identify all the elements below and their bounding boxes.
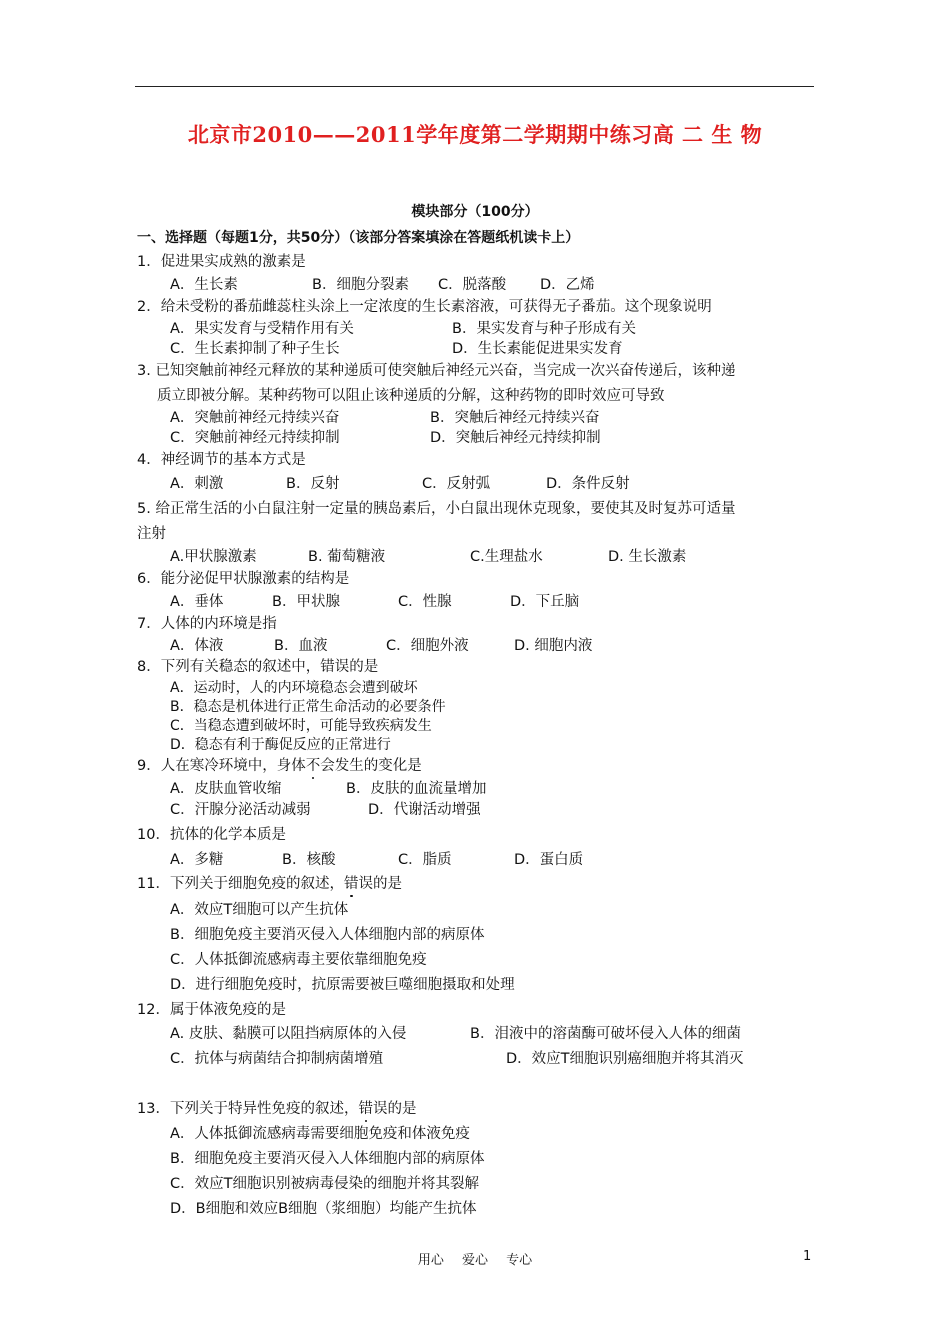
option-d: D. 细胞内液 bbox=[514, 638, 593, 654]
stem-text-end: 误的是 bbox=[358, 876, 402, 892]
header-rule bbox=[135, 86, 814, 87]
option-b: B．反射 bbox=[286, 476, 340, 492]
question-10-stem: 10．抗体的化学本质是 bbox=[137, 827, 286, 843]
option-b: B. 葡萄糖液 bbox=[308, 549, 386, 565]
option-a: A．皮肤血管收缩 bbox=[170, 781, 282, 797]
option-c: C.生理盐水 bbox=[470, 549, 543, 565]
option-d: D．进行细胞免疫时，抗原需要被巨噬细胞摄取和处理 bbox=[170, 977, 515, 993]
stem-text: 13．下列关于特异性免疫的叙述， bbox=[137, 1101, 359, 1117]
question-13-stem bbox=[137, 1097, 416, 1118]
option-a: A．垂体 bbox=[170, 594, 224, 610]
emphasis-mark: 错 bbox=[358, 1101, 373, 1117]
part-heading: 一、选择题（每题1分，共50分）（该部分答案填涂在答题纸机读卡上） bbox=[137, 230, 580, 246]
option-c: C．当稳态遭到破坏时，可能导致疾病发生 bbox=[170, 718, 432, 734]
option-c: C．汗腺分泌活动减弱 bbox=[170, 802, 311, 818]
question-5-stem-cont: 注射 bbox=[137, 526, 166, 542]
option-a: A．运动时，人的内环境稳态会遭到破坏 bbox=[170, 680, 418, 696]
option-d: D．生长素能促进果实发育 bbox=[452, 341, 623, 357]
option-b: B．稳态是机体进行正常生命活动的必要条件 bbox=[170, 699, 446, 715]
question-6-stem: 6．能分泌促甲状腺激素的结构是 bbox=[137, 571, 350, 587]
option-a: A．刺激 bbox=[170, 476, 224, 492]
emphasis-mark: 不 bbox=[305, 758, 321, 774]
option-a: A．效应T细胞可以产生抗体 bbox=[170, 902, 349, 918]
option-a: A. 皮肤、黏膜可以阻挡病原体的入侵 bbox=[170, 1026, 407, 1042]
option-b: B．血液 bbox=[274, 638, 328, 654]
option-d: D．突触后神经元持续抑制 bbox=[430, 430, 601, 446]
option-b: B．皮肤的血流量增加 bbox=[346, 781, 487, 797]
stem-text: 11．下列关于细胞免疫的叙述， bbox=[137, 876, 344, 892]
stem-text-end: 误的是 bbox=[372, 1101, 417, 1117]
page-title: 北京市2010——2011学年度第二学期期中练习高 二 生 物 bbox=[187, 122, 763, 147]
option-a: A．多糖 bbox=[170, 852, 224, 868]
question-1-stem: 1．促进果实成熟的激素是 bbox=[137, 254, 306, 270]
option-a: A．体液 bbox=[170, 638, 224, 654]
option-b: B．突触后神经元持续兴奋 bbox=[430, 410, 600, 426]
option-b: B．细胞分裂素 bbox=[312, 277, 409, 293]
option-d: D．乙烯 bbox=[540, 277, 595, 293]
option-a: A．果实发育与受精作用有关 bbox=[170, 321, 354, 337]
option-b: B．泪液中的溶菌酶可破坏侵入人体的细菌 bbox=[470, 1026, 741, 1042]
option-d: D．效应T细胞识别癌细胞并将其消灭 bbox=[506, 1051, 744, 1067]
option-d: D．条件反射 bbox=[546, 476, 630, 492]
option-b: B．甲状腺 bbox=[272, 594, 340, 610]
question-8-stem: 8．下列有关稳态的叙述中，错误的是 bbox=[137, 659, 379, 675]
option-c: C．效应T细胞识别被病毒侵染的细胞并将其裂解 bbox=[170, 1176, 479, 1192]
option-a: A.甲状腺激素 bbox=[170, 549, 257, 565]
option-c: C．抗体与病菌结合抑制病菌增殖 bbox=[170, 1051, 384, 1067]
page-footer: 用心 爱心 专心 bbox=[417, 1253, 533, 1268]
question-12-stem: 12．属于体液免疫的是 bbox=[137, 1002, 286, 1018]
option-b: B．核酸 bbox=[282, 852, 336, 868]
option-c: C．脂质 bbox=[398, 852, 452, 868]
option-d: D. 生长激素 bbox=[608, 549, 687, 565]
stem-text: 9．人在寒冷环境中，身体 bbox=[137, 758, 306, 774]
option-b: B．果实发育与种子形成有关 bbox=[452, 321, 636, 337]
section-heading: 模块部分（100分） bbox=[411, 204, 539, 220]
option-d: D．代谢活动增强 bbox=[368, 802, 481, 818]
question-2-stem: 2．给未受粉的番茄雌蕊柱头涂上一定浓度的生长素溶液，可获得无子番茄。这个现象说明 bbox=[137, 299, 712, 315]
option-c: C．细胞外液 bbox=[386, 638, 469, 654]
option-c: C．反射弧 bbox=[422, 476, 491, 492]
question-9-stem bbox=[137, 754, 422, 775]
option-c: C．脱落酸 bbox=[438, 277, 507, 293]
option-d: D．B细胞和效应B细胞（浆细胞）均能产生抗体 bbox=[170, 1201, 477, 1217]
question-4-stem: 4．神经调节的基本方式是 bbox=[137, 452, 306, 468]
option-d: D．下丘脑 bbox=[510, 594, 580, 610]
question-3-stem: 3. 已知突触前神经元释放的某种递质可使突触后神经元兴奋，当完成一次兴奋传递后，该种递 bbox=[137, 363, 736, 379]
stem-text-end: 会发生的变化是 bbox=[320, 758, 422, 774]
option-c: C．生长素抑制了种子生长 bbox=[170, 341, 340, 357]
option-c: C．性腺 bbox=[398, 594, 452, 610]
option-a: A．人体抵御流感病毒需要细胞免疫和体液免疫 bbox=[170, 1126, 470, 1142]
question-11-stem bbox=[137, 872, 402, 893]
option-a: A．生长素 bbox=[170, 277, 238, 293]
question-5-stem: 5. 给正常生活的小白鼠注射一定量的胰岛素后，小白鼠出现休克现象，要使其及时复苏可适量 bbox=[137, 501, 736, 517]
option-a: A．突触前神经元持续兴奋 bbox=[170, 410, 340, 426]
emphasis-mark: 错 bbox=[343, 876, 359, 892]
question-3-stem-cont: 质立即被分解。某种药物可以阻止该种递质的分解，这种药物的即时效应可导致 bbox=[157, 388, 665, 404]
question-7-stem: 7．人体的内环境是指 bbox=[137, 616, 277, 632]
option-b: B．细胞免疫主要消灭侵入人体细胞内部的病原体 bbox=[170, 927, 485, 943]
option-c: C．突触前神经元持续抑制 bbox=[170, 430, 340, 446]
option-d: D．蛋白质 bbox=[514, 852, 584, 868]
option-c: C．人体抵御流感病毒主要依靠细胞免疫 bbox=[170, 952, 427, 968]
option-b: B．细胞免疫主要消灭侵入人体细胞内部的病原体 bbox=[170, 1151, 485, 1167]
page-number: 1 bbox=[803, 1249, 812, 1264]
option-d: D．稳态有利于酶促反应的正常进行 bbox=[170, 737, 391, 753]
